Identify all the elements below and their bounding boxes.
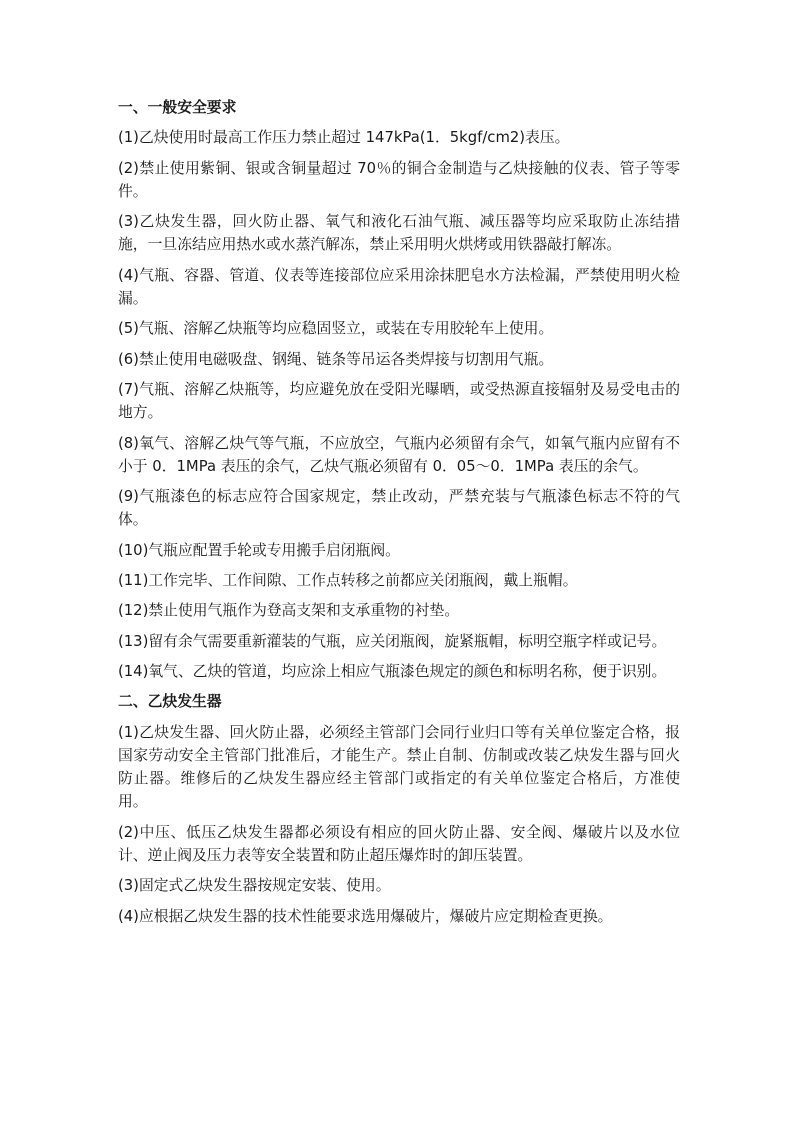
- section-general-safety: [118, 96, 680, 683]
- list-item: (2)禁止使用紫铜、银或含铜量超过 70％的铜合金制造与乙炔接触的仪表、管子等零件。: [118, 159, 680, 200]
- section-heading: 二、乙炔发生器: [118, 693, 222, 711]
- list-item: (5)气瓶、溶解乙炔瓶等均应稳固竖立，或装在专用胶轮车上使用。: [118, 320, 554, 338]
- list-item: (7)气瓶、溶解乙炔瓶等，均应避免放在受阳光曝晒，或受热源直接辐射及易受电击的地方。: [118, 380, 680, 422]
- list-item: (4)气瓶、容器、管道、仪表等连接部位应采用涂抹肥皂水方法检漏，严禁使用明火检漏。: [118, 266, 680, 308]
- list-item: (3)乙炔发生器，回火防止器、氧气和液化石油气瓶、减压器等均应采取防止冻结措施，一旦冻结应用热水或水蒸汽解冻，禁止采用明火烘烤或用铁器敲打解冻。: [118, 213, 680, 254]
- list-item: (10)气瓶应配置手轮或专用搬手启闭瓶阀。: [118, 541, 400, 559]
- list-item: (8)氧气、溶解乙炔气等气瓶，不应放空，气瓶内必须留有余气，如氧气瓶内应留有不小于 0．1MPa 表压的余气，乙炔气瓶必须留有 0．05～0．1MPa 表压的余气。: [118, 434, 680, 475]
- list-item: (11)工作完毕、工作间隙、工作点转移之前都应关闭瓶阀，戴上瓶帽。: [118, 572, 578, 590]
- list-item: (6)禁止使用电磁吸盘、钢绳、链条等吊运各类焊接与切割用气瓶。: [118, 350, 554, 368]
- list-item: (1)乙炔发生器、回火防止器，必须经主管部门会同行业归口等有关单位鉴定合格，报国家劳动安全主管部门批准后，才能生产。禁止自制、仿制或改装乙炔发生器与回火防止器。维修后的乙炔发生器应经主管部门或指定的有关单位鉴定合格后，方准使用。: [118, 723, 680, 811]
- list-item: (2)中压、低压乙炔发生器都必须设有相应的回火防止器、安全阀、爆破片以及水位计、逆止阀及压力表等安全装置和防止超压爆炸时的卸压装置。: [118, 823, 680, 865]
- section-heading: 一、一般安全要求: [118, 99, 237, 116]
- list-item: (13)留有余气需要重新灌装的气瓶，应关闭瓶阀，旋紧瓶帽，标明空瓶字样或记号。: [118, 632, 667, 650]
- list-item: (4)应根据乙炔发生器的技术性能要求选用爆破片，爆破片应定期检查更换。: [118, 907, 613, 925]
- list-item: (3)固定式乙炔发生器按规定安装、使用。: [118, 877, 391, 895]
- list-item: (1)乙炔使用时最高工作压力禁止超过 147kPa(1．5kgf/cm2)表压。: [118, 129, 570, 147]
- document-page: [118, 96, 680, 935]
- section-acetylene-generator: [118, 690, 680, 928]
- list-item: (12)禁止使用气瓶作为登高支架和支承重物的衬垫。: [118, 602, 460, 620]
- list-item: (14)氧气、乙炔的管道，均应涂上相应气瓶漆色规定的颜色和标明名称，便于识别。: [118, 662, 667, 680]
- list-item: (9)气瓶漆色的标志应符合国家规定，禁止改动，严禁充装与气瓶漆色标志不符的气体。: [118, 488, 680, 529]
